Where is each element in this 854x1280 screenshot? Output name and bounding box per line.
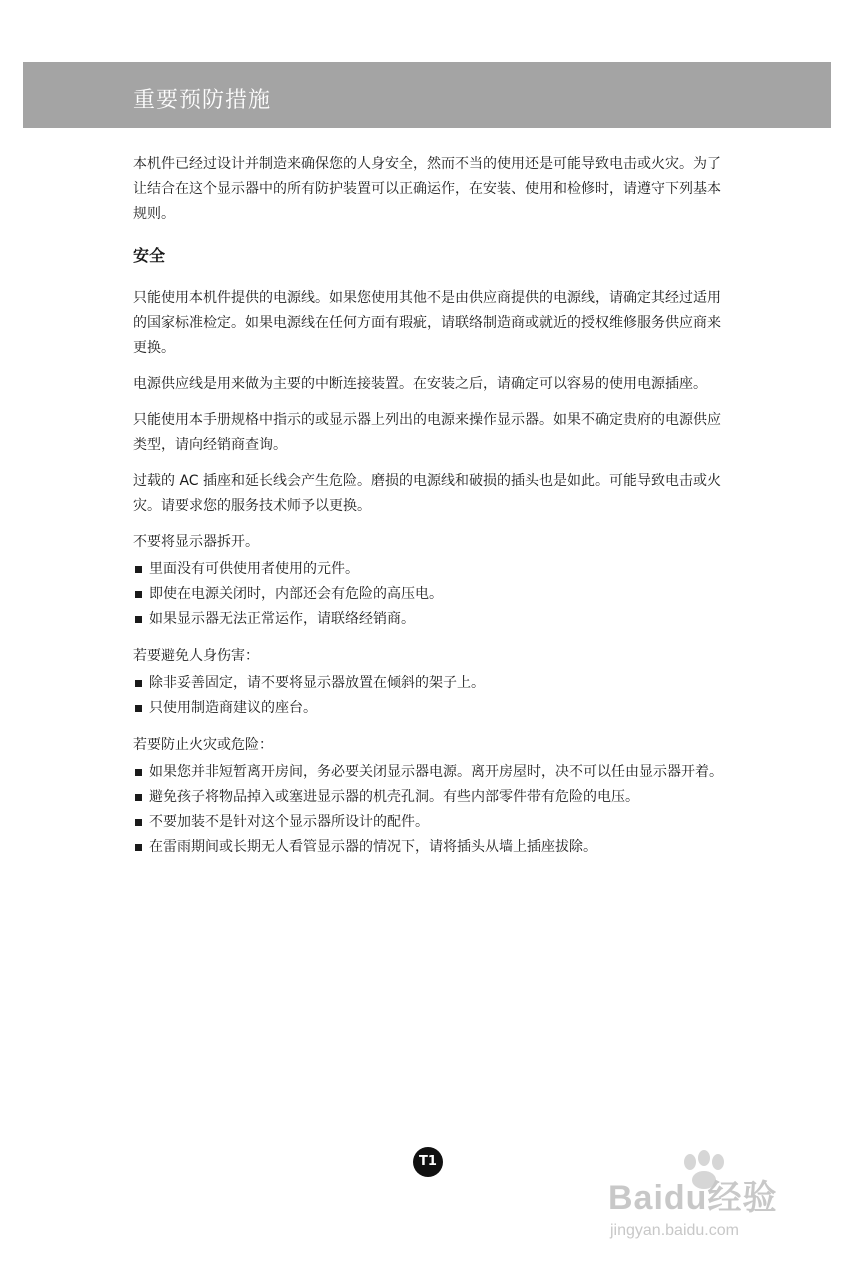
page-number-badge: T1 [413,1147,443,1177]
list-item: 不要加装不是针对这个显示器所设计的配件。 [133,810,725,835]
list-item: 如果显示器无法正常运作，请联络经销商。 [133,607,725,632]
safety-paragraph: 只能使用本机件提供的电源线。如果您使用其他不是由供应商提供的电源线，请确定其经过适用的国家标准检定。如果电源线在任何方面有瑕疵，请联络制造商或就近的授权维修服务供应商来更换。 [133,290,721,356]
watermark-logo: Baidu经验 [608,1179,778,1217]
list-item: 只使用制造商建议的座台。 [133,696,725,721]
main-content [133,152,725,872]
intro-paragraph: 本机件已经过设计并制造来确保您的人身安全，然而不当的使用还是可能导致电击或火灾。为了让结合在这个显示器中的所有防护装置可以正确运作，在安装、使用和检修时，请遵守下列基本规则。 [133,156,721,222]
list-item: 里面没有可供使用者使用的元件。 [133,557,725,582]
list-heading-fire: 若要防止火灾或危险： [133,737,273,753]
page-title: 重要预防措施 [133,88,272,113]
safety-paragraph: 电源供应线是用来做为主要的中断连接装置。在安装之后，请确定可以容易的使用电源插座。 [133,376,707,392]
bullet-list-fire [133,760,725,860]
safety-heading: 安全 [133,246,166,265]
list-item: 在雷雨期间或长期无人看管显示器的情况下，请将插头从墙上插座拔除。 [133,835,725,860]
list-heading-disassembly: 不要将显示器拆开。 [133,534,259,550]
watermark-url: jingyan.baidu.com [610,1222,739,1239]
list-item: 避免孩子将物品掉入或塞进显示器的机壳孔洞。有些内部零件带有危险的电压。 [133,785,725,810]
bullet-list-disassembly [133,557,725,632]
baidu-watermark [608,1150,834,1248]
bullet-list-injury [133,671,725,721]
list-item: 除非妥善固定，请不要将显示器放置在倾斜的架子上。 [133,671,725,696]
safety-paragraph: 过载的 AC 插座和延长线会产生危险。磨损的电源线和破损的插头也是如此。可能导致电击或火灾。请要求您的服务技术师予以更换。 [133,473,722,514]
list-heading-injury: 若要避免人身伤害： [133,648,259,664]
safety-paragraph: 只能使用本手册规格中指示的或显示器上列出的电源来操作显示器。如果不确定贵府的电源供应类型，请向经销商查询。 [133,412,721,453]
list-item: 如果您并非短暂离开房间，务必要关闭显示器电源。离开房屋时，决不可以任由显示器开着。 [133,760,725,785]
list-item: 即使在电源关闭时，内部还会有危险的高压电。 [133,582,725,607]
